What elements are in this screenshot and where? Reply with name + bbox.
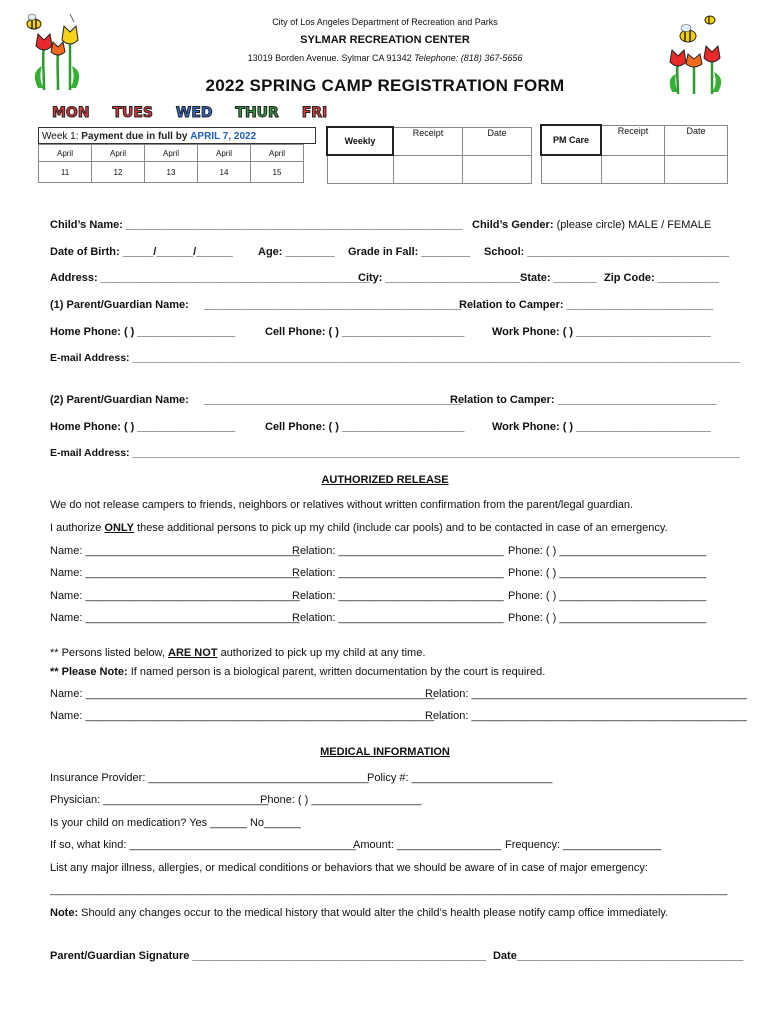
payment-text: Payment due in full by	[81, 131, 188, 142]
not-authorized-relation-1[interactable]: Relation: _____________________________________________	[425, 688, 747, 700]
signature-date-field[interactable]: Date_____________________________________	[493, 950, 744, 962]
center-name: SYLMAR RECREATION CENTER	[300, 34, 470, 46]
address-field[interactable]: Address: ____________________________________________	[50, 272, 370, 284]
release-text-1: We do not release campers to friends, neighbors or relatives without written confirmation from the parent/legal guardian.	[50, 499, 634, 511]
dob-field[interactable]: Date of Birth: _____/______/______	[50, 246, 233, 258]
day-labels	[52, 105, 345, 121]
not-authorized-relation-2[interactable]: Relation: _____________________________________________	[425, 710, 747, 722]
center-telephone: Telephone: (818) 367-5656	[414, 53, 523, 63]
center-address-line	[0, 53, 770, 63]
date-cell-input[interactable]	[463, 155, 532, 183]
medical-note-label: Note:	[50, 907, 79, 919]
month-cell: April	[251, 145, 304, 162]
parent2-work-phone[interactable]: Work Phone: ( ) ______________________	[492, 421, 711, 433]
age-field[interactable]: Age: ________	[258, 246, 335, 258]
physician-phone-field[interactable]: Phone: ( ) __________________	[260, 794, 422, 806]
day-wed: WED	[175, 105, 213, 121]
release-relation-1[interactable]: Relation: ___________________________	[292, 545, 504, 557]
week-calendar	[38, 144, 304, 183]
please-note-body: If named person is a biological parent, written documentation by the court is required.	[127, 666, 546, 678]
city-field[interactable]: City: ______________________	[358, 272, 521, 284]
parent1-email[interactable]: E-mail Address: ________________________________________________________________________________________________________	[50, 352, 740, 364]
medication-field[interactable]: Is your child on medication? Yes ______ No______	[50, 817, 301, 829]
illness-question: List any major illness, allergies, or medical conditions or behaviors that we should be aware of in case of major emergency:	[50, 862, 648, 874]
please-note-label: ** Please Note:	[50, 666, 128, 678]
date-header: Date	[463, 127, 532, 155]
month-cell: April	[92, 145, 145, 162]
parent1-cell-phone[interactable]: Cell Phone: ( ) ____________________	[265, 326, 465, 338]
release-relation-2[interactable]: Relation: ___________________________	[292, 567, 504, 579]
date-cell: 14	[198, 162, 251, 183]
date-cell: 13	[145, 162, 198, 183]
release-phone-2[interactable]: Phone: ( ) ________________________	[508, 567, 707, 579]
parent2-email[interactable]: E-mail Address: ________________________________________________________________________________________________________	[50, 447, 740, 459]
grade-field[interactable]: Grade in Fall: ________	[348, 246, 471, 258]
not-authorized-text	[50, 647, 425, 659]
release-name-2[interactable]: Name: ___________________________________	[50, 567, 300, 579]
release-phone-3[interactable]: Phone: ( ) ________________________	[508, 590, 707, 602]
child-gender-field[interactable]	[472, 219, 711, 231]
date-cell: 11	[39, 162, 92, 183]
receipt2-cell[interactable]	[601, 155, 665, 183]
medical-information-title: MEDICAL INFORMATION	[320, 746, 450, 758]
release-relation-4[interactable]: Relation: ___________________________	[292, 612, 504, 624]
weekly-payment-grid	[326, 126, 532, 184]
parent2-name-label: (2) Parent/Guardian Name:	[50, 394, 189, 406]
weekly-header: Weekly	[327, 127, 393, 155]
not-authorized-name-1[interactable]: Name: _________________________________________________________	[50, 688, 435, 700]
date2-header: Date	[665, 125, 728, 155]
week-label: Week 1:	[42, 131, 79, 142]
release-relation-3[interactable]: Relation: ___________________________	[292, 590, 504, 602]
month-cell: April	[39, 145, 92, 162]
policy-number-field[interactable]: Policy #: _______________________	[367, 772, 553, 784]
parent2-home-phone[interactable]: Home Phone: ( ) ________________	[50, 421, 236, 433]
week-payment-box	[38, 127, 316, 144]
zip-field[interactable]: Zip Code: __________	[604, 272, 719, 284]
receipt2-header: Receipt	[601, 125, 665, 155]
illness-answer-line[interactable]: ____________________________________________________________________________________________________________________	[50, 884, 728, 896]
center-address: 13019 Borden Avenue. Sylmar CA 91342	[247, 53, 412, 63]
month-cell: April	[198, 145, 251, 162]
not-authorized-emphasis: ARE NOT	[168, 647, 218, 659]
release-text-2-post: these additional persons to pick up my child (include car pools) and to be contacted in case of an emergency.	[133, 522, 668, 534]
parent1-work-phone[interactable]: Work Phone: ( ) ______________________	[492, 326, 711, 338]
day-tues: TUES	[112, 105, 154, 121]
child-name-field[interactable]: Child’s Name: _______________________________________________________	[50, 219, 463, 231]
not-authorized-post: authorized to pick up my child at any time.	[217, 647, 426, 659]
receipt-header: Receipt	[393, 127, 463, 155]
date-cell: 12	[92, 162, 145, 183]
signature-field[interactable]: Parent/Guardian Signature ________________________________________________	[50, 950, 487, 962]
payment-due-date: APRIL 7, 2022	[190, 131, 257, 142]
pm-care-grid	[540, 124, 728, 184]
not-authorized-pre: ** Persons listed below,	[50, 647, 169, 659]
child-gender-options: (please circle) MALE / FEMALE	[556, 219, 712, 231]
medication-kind-field[interactable]: If so, what kind: _____________________________________	[50, 839, 356, 851]
medication-frequency-field[interactable]: Frequency: ________________	[505, 839, 661, 851]
authorized-release-title: AUTHORIZED RELEASE	[321, 474, 449, 486]
parent1-home-phone[interactable]: Home Phone: ( ) ________________	[50, 326, 236, 338]
insurance-provider-field[interactable]: Insurance Provider: ____________________________________	[50, 772, 369, 784]
medical-note-body: Should any changes occur to the medical history that would alter the child’s health please notify camp office immediately.	[78, 907, 669, 919]
release-phone-4[interactable]: Phone: ( ) ________________________	[508, 612, 707, 624]
state-field[interactable]: State: _______	[520, 272, 597, 284]
date-cell: 15	[251, 162, 304, 183]
release-name-1[interactable]: Name: ___________________________________	[50, 545, 300, 557]
please-note-text	[50, 666, 545, 678]
pm-care-cell[interactable]	[541, 155, 601, 183]
medical-note	[50, 907, 668, 919]
parent1-name-label: (1) Parent/Guardian Name:	[50, 299, 189, 311]
parent1-relation-field[interactable]: Relation to Camper: ________________________	[459, 299, 714, 311]
department-name: City of Los Angeles Department of Recreation and Parks	[272, 17, 498, 27]
medication-amount-field[interactable]: Amount: _________________	[353, 839, 502, 851]
release-only: ONLY	[104, 522, 134, 534]
not-authorized-name-2[interactable]: Name: _________________________________________________________	[50, 710, 435, 722]
release-phone-1[interactable]: Phone: ( ) ________________________	[508, 545, 707, 557]
parent2-relation-field[interactable]: Relation to Camper: __________________________	[450, 394, 717, 406]
form-title: 2022 SPRING CAMP REGISTRATION FORM	[205, 76, 565, 95]
day-mon: MON	[52, 105, 90, 121]
parent2-name-field[interactable]: __________________________________________	[204, 394, 461, 406]
pm-care-header: PM Care	[541, 125, 601, 155]
physician-field[interactable]: Physician: ___________________________	[50, 794, 269, 806]
release-text-2	[50, 522, 668, 534]
month-cell: April	[145, 145, 198, 162]
child-gender-label: Child’s Gender:	[472, 219, 554, 231]
release-text-2-pre: I authorize	[50, 522, 105, 534]
day-fri: FRI	[301, 105, 328, 121]
date2-cell[interactable]	[665, 155, 728, 183]
parent1-name-field[interactable]: __________________________________________	[204, 299, 461, 311]
school-field[interactable]: School: _________________________________	[484, 246, 730, 258]
release-name-4[interactable]: Name: ___________________________________	[50, 612, 300, 624]
release-name-3[interactable]: Name: ___________________________________	[50, 590, 300, 602]
parent2-cell-phone[interactable]: Cell Phone: ( ) ____________________	[265, 421, 465, 433]
weekly-cell[interactable]	[327, 155, 393, 183]
day-thur: THUR	[235, 105, 279, 121]
receipt-cell[interactable]	[393, 155, 463, 183]
